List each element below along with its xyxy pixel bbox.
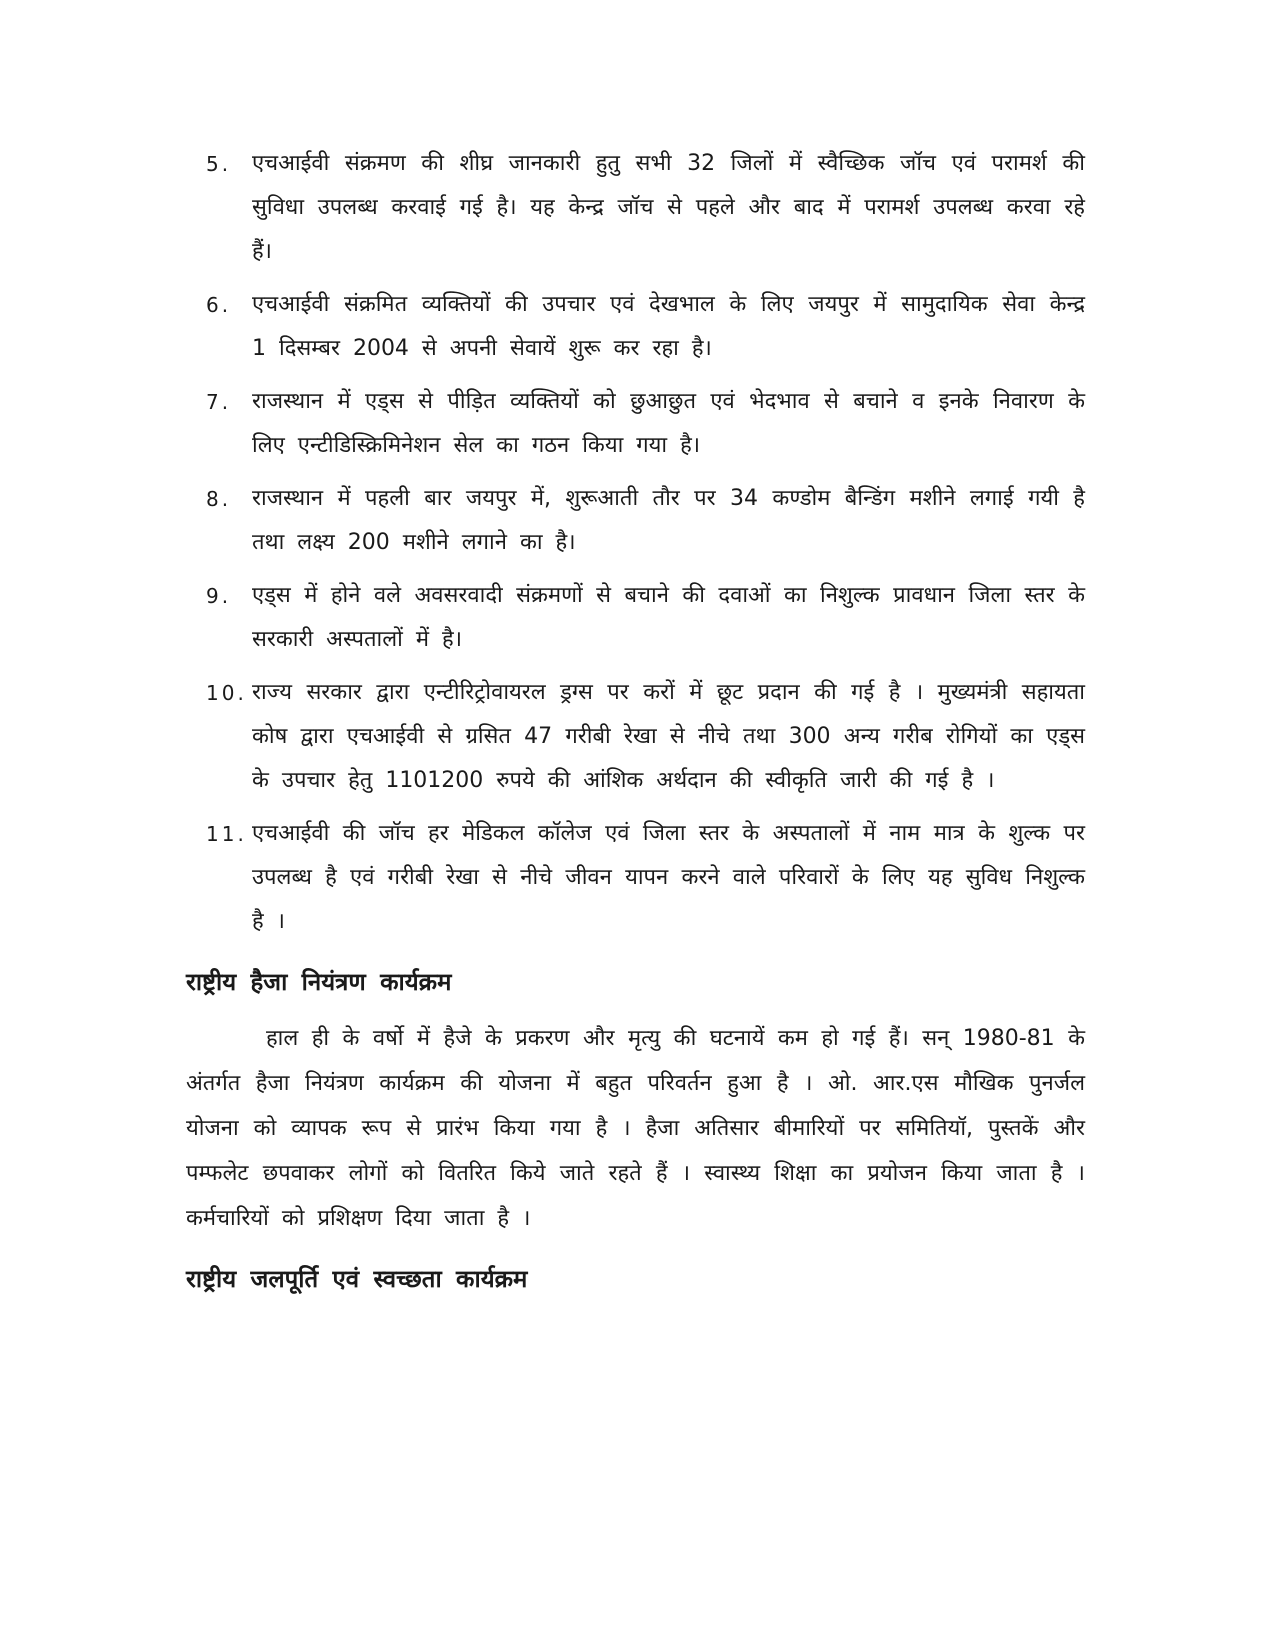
list-item-text: एचआईवी संक्रमित व्यक्तियों की उपचार एवं देखभाल के लिए जयपुर में सामुदायिक सेवा केन्द्र 1 दिसम्बर 2004 से अपनी सेवायें शुरू कर रहा है। [252, 292, 1085, 361]
list-item-text: राज्य सरकार द्वारा एन्टीरिट्रोवायरल ड्रग्स पर करों में छूट प्रदान की गई है । मुख्यमंत्री सहायता कोष द्वारा एचआईवी से ग्रसित 47 गरीबी रेखा से नीचे तथा 300 अन्य गरीब रोगियों का एड्स के उपचार हेतु 1101200 रुपये की आंशिक अर्थदान की स्वीकृति जारी की गई है । [252, 680, 1085, 793]
section-heading-water-sanitation: राष्ट्रीय जलपूर्ति एवं स्वच्छता कार्यक्रम [186, 1265, 528, 1293]
list-item-text: एड्स में होने वले अवसरवादी संक्रमणों से बचाने की दवाओं का निशुल्क प्रावधान जिला स्तर के सरकारी अस्पतालों में है। [252, 583, 1085, 652]
list-item-number: 7. [206, 390, 232, 414]
list-item-text: एचआईवी संक्रमण की शीघ्र जानकारी हुतु सभी 32 जिलों में स्वैच्छिक जॉच एवं परामर्श की सुविधा उपलब्ध करवाई गई है। यह केन्द्र जॉच से पहले और बाद में परामर्श उपलब्ध करवा रहे हैं। [252, 151, 1085, 264]
list-item [186, 812, 1085, 944]
list-item [186, 283, 1085, 371]
list-item-number: 5. [206, 152, 232, 176]
numbered-list [186, 142, 1085, 944]
section-heading-cholera-control: राष्ट्रीय हैजा नियंत्रण कार्यक्रम [186, 968, 452, 996]
list-item [186, 574, 1085, 662]
list-item-number: 10. [206, 681, 247, 705]
list-item [186, 380, 1085, 468]
list-item-text: राजस्थान में पहली बार जयपुर में, शुरूआती तौर पर 34 कण्डोम बैन्डिंग मशीने लगाई गयी है तथा लक्ष्य 200 मशीने लगाने का है। [252, 486, 1085, 555]
list-item [186, 142, 1085, 274]
list-item-number: 6. [206, 293, 232, 317]
list-item [186, 671, 1085, 803]
list-item-number: 9. [206, 584, 232, 608]
section-paragraph-cholera-control: हाल ही के वर्षो में हैजे के प्रकरण और मृत्यु की घटनायें कम हो गई हैं। सन् 1980-81 के अंतर्गत हैजा नियंत्रण कार्यक्रम की योजना में बहुत परिवर्तन हुआ है । ओ. आर.एस मौखिक पुनर्जल योजना को व्यापक रूप से प्रारंभ किया गया है । हैजा अतिसार बीमारियों पर समितियॉ, पुस्तकें और पम्फलेट छपवाकर लोगों को वितरित किये जाते रहते हैं । स्वास्थ्य शिक्षा का प्रयोजन किया जाता है । कर्मचारियों को प्रशिक्षण दिया जाता है । [186, 1026, 1085, 1231]
list-item-text: राजस्थान में एड्स से पीड़ित व्यक्तियों को छुआछुत एवं भेदभाव से बचाने व इनके निवारण के लिए एन्टीडिस्क्रिमिनेशन सेल का गठन किया गया है। [252, 389, 1085, 458]
list-item-text: एचआईवी की जॉच हर मेडिकल कॉलेज एवं जिला स्तर के अस्पतालों में नाम मात्र के शुल्क पर उपलब्ध है एवं गरीबी रेखा से नीचे जीवन यापन करने वाले परिवारों के लिए यह सुविध निशुल्क है । [252, 821, 1085, 934]
list-item [186, 477, 1085, 565]
list-item-number: 8. [206, 487, 232, 511]
list-item-number: 11. [206, 822, 247, 846]
